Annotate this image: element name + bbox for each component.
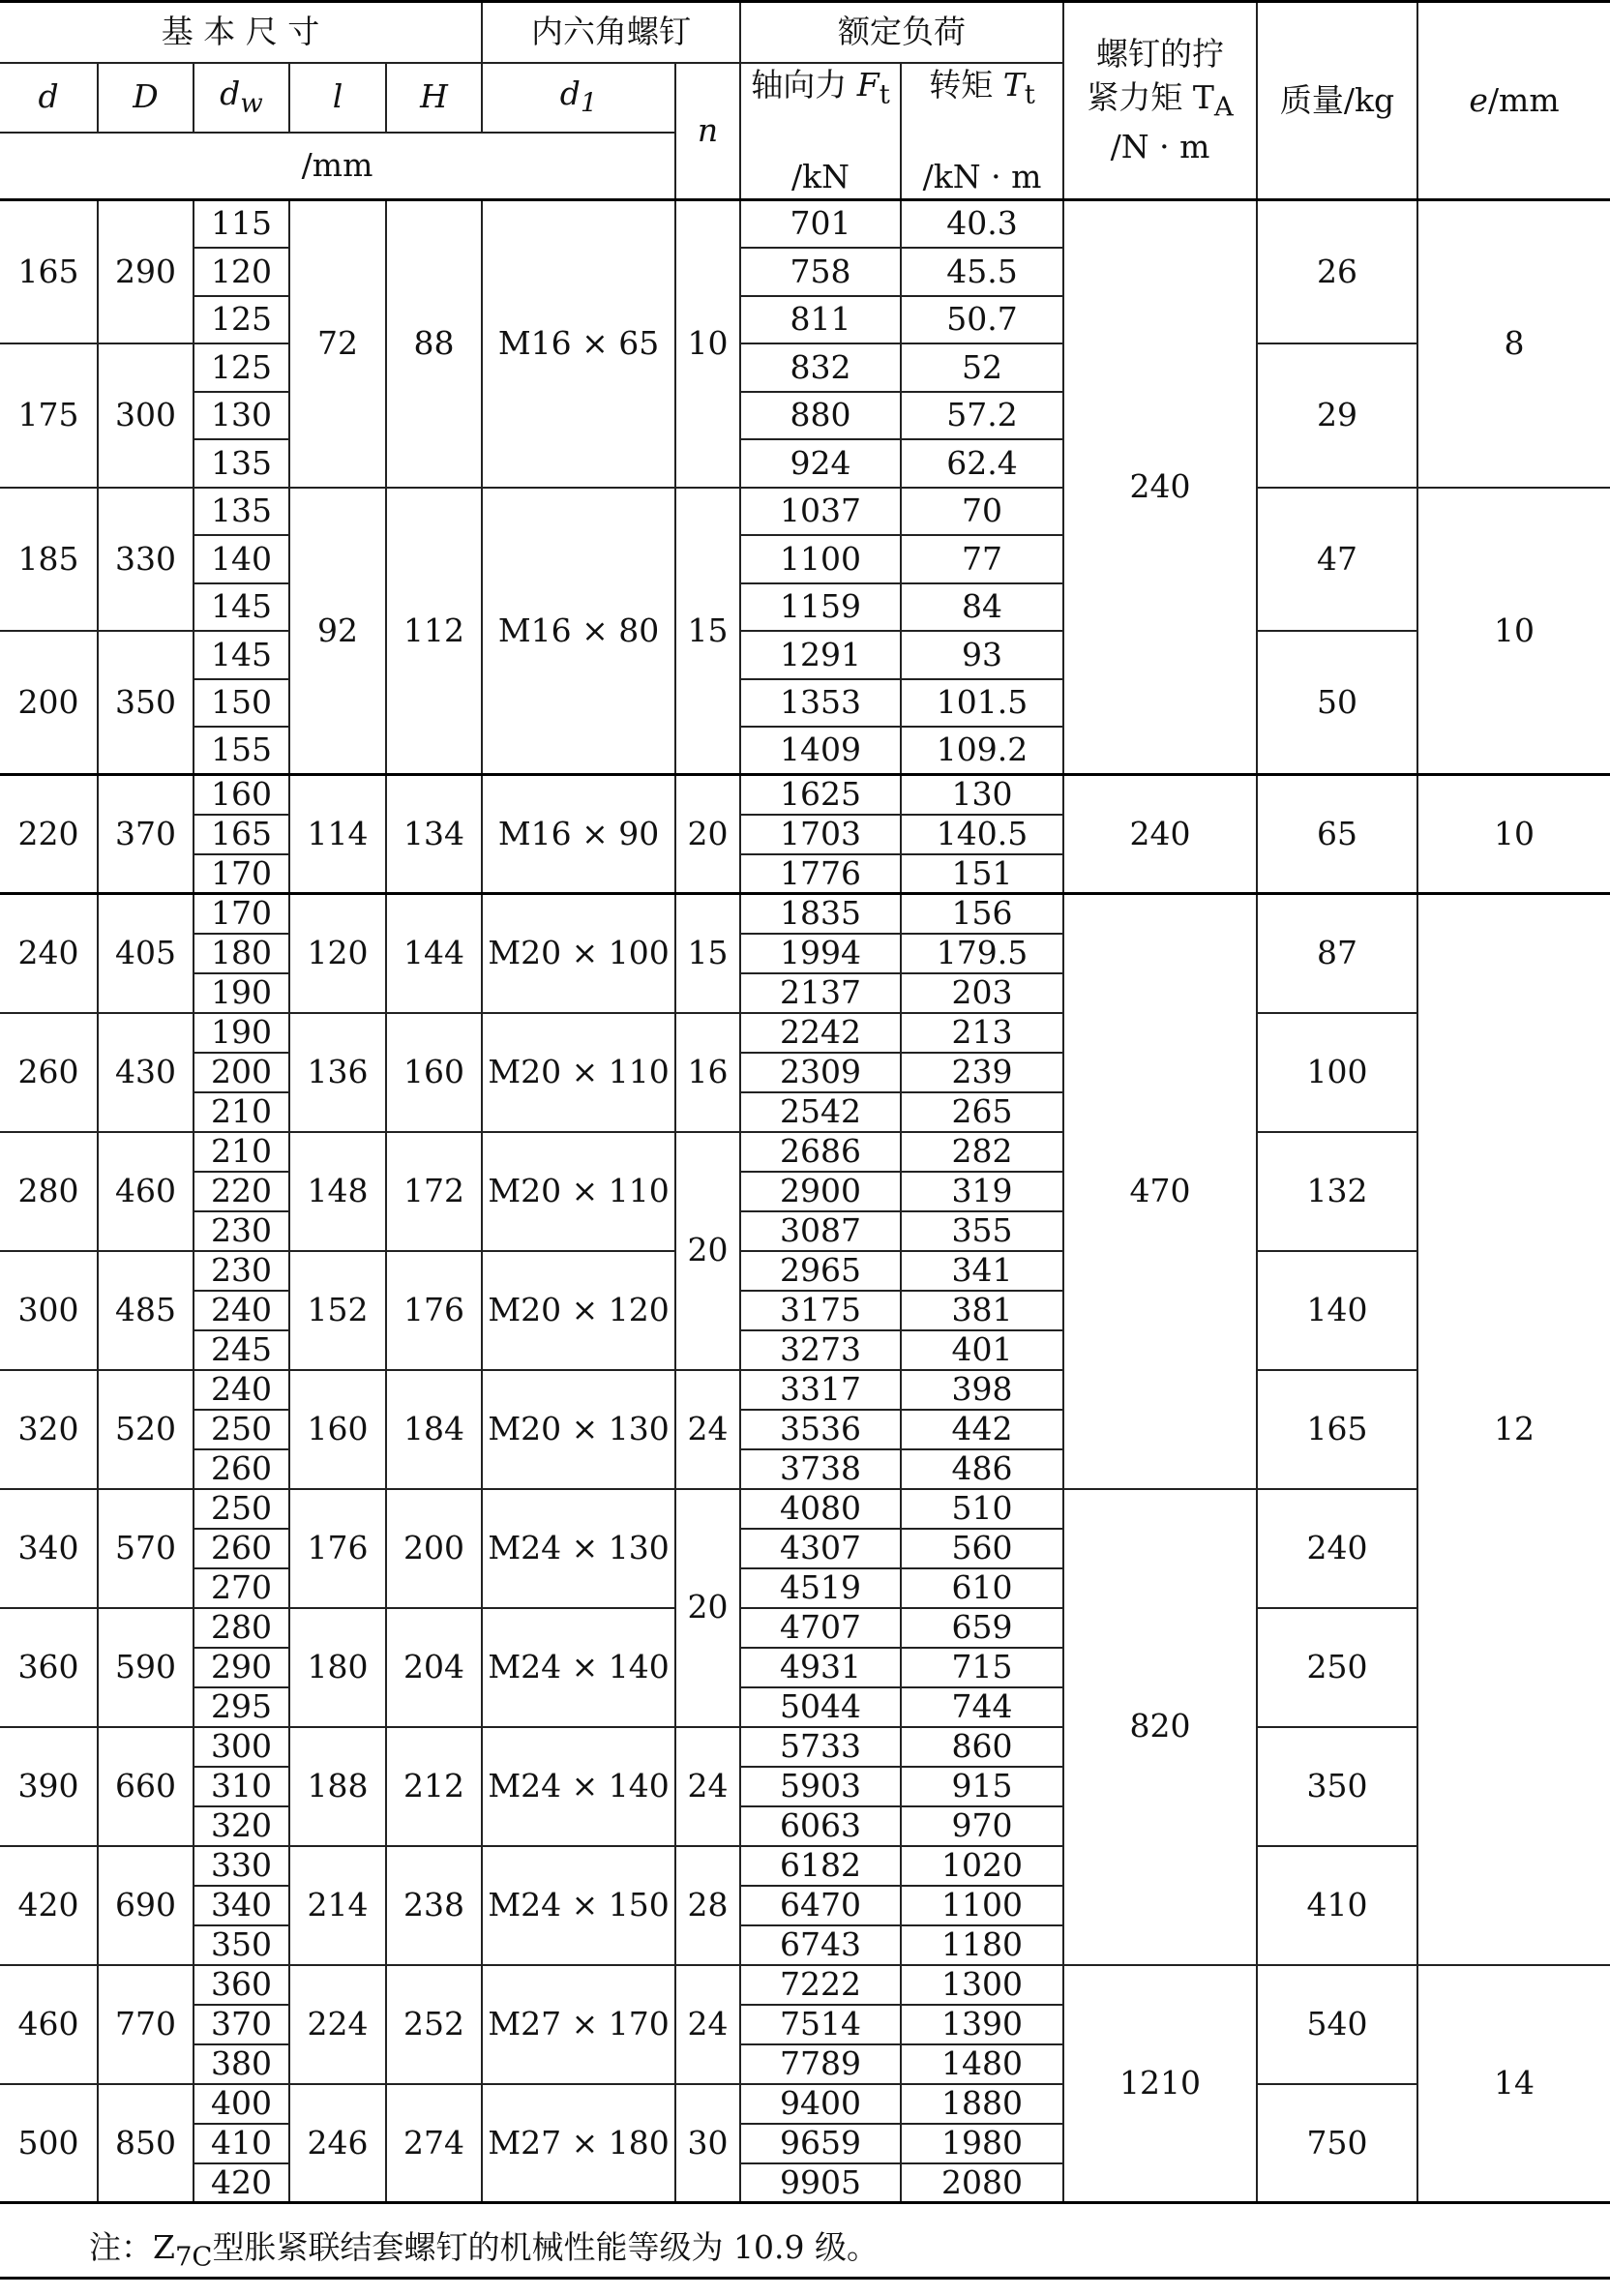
cell-mass: 87 [1257, 894, 1417, 1013]
cell-D: 520 [98, 1370, 194, 1489]
header-D: D [98, 63, 194, 133]
cell-torque: 381 [901, 1291, 1063, 1330]
cell-dw: 380 [194, 2044, 289, 2084]
header-H: H [386, 63, 482, 133]
cell-axial-force: 1776 [740, 854, 901, 894]
header-n: n [675, 63, 740, 200]
cell-H: 160 [386, 1013, 482, 1132]
cell-n: 20 [675, 1132, 740, 1370]
cell-H: 252 [386, 1965, 482, 2084]
table-row [0, 343, 1610, 392]
cell-axial-force: 1353 [740, 679, 901, 728]
cell-dw: 120 [194, 248, 289, 296]
cell-dw: 210 [194, 1092, 289, 1132]
cell-torque: 156 [901, 894, 1063, 934]
cell-n: 15 [675, 894, 740, 1013]
cell-e: 14 [1417, 1965, 1610, 2203]
cell-torque: 442 [901, 1410, 1063, 1449]
cell-axial-force: 1037 [740, 488, 901, 536]
header-d: d [0, 63, 98, 133]
cell-mass: 140 [1257, 1251, 1417, 1370]
cell-axial-force: 7789 [740, 2044, 901, 2084]
cell-l: 160 [289, 1370, 386, 1489]
table-row [0, 1965, 1610, 2005]
cell-dw: 295 [194, 1687, 289, 1727]
cell-H: 200 [386, 1489, 482, 1608]
header-dw: $d_w$ [194, 63, 289, 133]
cell-dw: 165 [194, 815, 289, 854]
cell-mass: 100 [1257, 1013, 1417, 1132]
cell-d: 300 [0, 1251, 98, 1370]
cell-mass: 65 [1257, 775, 1417, 894]
table-row [0, 1370, 1610, 1410]
cell-axial-force: 6470 [740, 1886, 901, 1925]
cell-torque: 265 [901, 1092, 1063, 1132]
cell-d: 165 [0, 200, 98, 344]
cell-dw: 240 [194, 1370, 289, 1410]
cell-mass: 250 [1257, 1608, 1417, 1727]
cell-d: 260 [0, 1013, 98, 1132]
cell-axial-force: 2542 [740, 1092, 901, 1132]
cell-n: 28 [675, 1846, 740, 1965]
cell-mass: 750 [1257, 2084, 1417, 2203]
cell-l: 224 [289, 1965, 386, 2084]
cell-dw: 220 [194, 1172, 289, 1211]
cell-axial-force: 2900 [740, 1172, 901, 1211]
cell-d1: M16 × 80 [482, 488, 675, 775]
cell-dw: 125 [194, 343, 289, 392]
cell-l: 148 [289, 1132, 386, 1251]
cell-torque: 203 [901, 973, 1063, 1013]
cell-d1: M20 × 110 [482, 1132, 675, 1251]
cell-axial-force: 2137 [740, 973, 901, 1013]
cell-torque: 1180 [901, 1925, 1063, 1965]
cell-d1: M20 × 100 [482, 894, 675, 1013]
cell-D: 430 [98, 1013, 194, 1132]
cell-mass: 350 [1257, 1727, 1417, 1846]
cell-tightening-torque: 1210 [1063, 1965, 1257, 2203]
cell-l: 72 [289, 200, 386, 488]
header-d1: $d_1$ [482, 63, 675, 133]
cell-axial-force: 1409 [740, 727, 901, 775]
cell-dw: 170 [194, 854, 289, 894]
cell-torque: 239 [901, 1053, 1063, 1092]
cell-H: 204 [386, 1608, 482, 1727]
cell-d1: M24 × 130 [482, 1489, 675, 1608]
cell-n: 30 [675, 2084, 740, 2203]
cell-dw: 310 [194, 1767, 289, 1806]
table-body [0, 2, 1610, 2203]
header-socket-screw: 内六角螺钉 [482, 2, 740, 63]
cell-torque: 970 [901, 1806, 1063, 1846]
cell-tightening-torque: 470 [1063, 894, 1257, 1489]
cell-H: 212 [386, 1727, 482, 1846]
cell-axial-force: 1100 [740, 535, 901, 583]
header-torque: 转矩 $T_t$ /kN · m [901, 63, 1063, 200]
cell-dw: 250 [194, 1489, 289, 1529]
cell-torque: 77 [901, 535, 1063, 583]
cell-D: 300 [98, 343, 194, 488]
cell-mass: 47 [1257, 488, 1417, 632]
cell-e: 8 [1417, 200, 1610, 488]
cell-d1: M16 × 90 [482, 775, 675, 894]
cell-dw: 200 [194, 1053, 289, 1092]
cell-D: 460 [98, 1132, 194, 1251]
cell-d: 280 [0, 1132, 98, 1251]
cell-axial-force: 3317 [740, 1370, 901, 1410]
cell-d: 175 [0, 343, 98, 488]
cell-axial-force: 4519 [740, 1568, 901, 1608]
cell-dw: 135 [194, 439, 289, 488]
cell-dw: 125 [194, 296, 289, 344]
cell-l: 214 [289, 1846, 386, 1965]
cell-n: 15 [675, 488, 740, 775]
header-l: l [289, 63, 386, 133]
cell-dw: 180 [194, 934, 289, 973]
cell-mass: 410 [1257, 1846, 1417, 1965]
cell-dw: 190 [194, 973, 289, 1013]
cell-torque: 62.4 [901, 439, 1063, 488]
cell-d: 340 [0, 1489, 98, 1608]
cell-dw: 240 [194, 1291, 289, 1330]
cell-dw: 360 [194, 1965, 289, 2005]
cell-torque: 130 [901, 775, 1063, 815]
cell-torque: 2080 [901, 2163, 1063, 2203]
cell-dw: 250 [194, 1410, 289, 1449]
cell-dw: 330 [194, 1846, 289, 1886]
cell-e: 10 [1417, 488, 1610, 775]
cell-d1: M24 × 140 [482, 1727, 675, 1846]
cell-axial-force: 2309 [740, 1053, 901, 1092]
cell-D: 370 [98, 775, 194, 894]
cell-dw: 150 [194, 679, 289, 728]
cell-dw: 340 [194, 1886, 289, 1925]
cell-torque: 1020 [901, 1846, 1063, 1886]
cell-l: 92 [289, 488, 386, 775]
table-row [0, 631, 1610, 679]
cell-torque: 1300 [901, 1965, 1063, 2005]
cell-dw: 370 [194, 2005, 289, 2044]
cell-D: 850 [98, 2084, 194, 2203]
cell-n: 16 [675, 1013, 740, 1132]
cell-dw: 420 [194, 2163, 289, 2203]
cell-axial-force: 701 [740, 200, 901, 249]
cell-torque: 151 [901, 854, 1063, 894]
cell-H: 184 [386, 1370, 482, 1489]
cell-axial-force: 9659 [740, 2124, 901, 2163]
cell-d: 390 [0, 1727, 98, 1846]
cell-torque: 398 [901, 1370, 1063, 1410]
cell-l: 114 [289, 775, 386, 894]
cell-axial-force: 6182 [740, 1846, 901, 1886]
cell-torque: 1480 [901, 2044, 1063, 2084]
cell-axial-force: 3273 [740, 1330, 901, 1370]
cell-torque: 355 [901, 1211, 1063, 1251]
cell-mass: 50 [1257, 631, 1417, 775]
cell-torque: 560 [901, 1529, 1063, 1568]
cell-D: 570 [98, 1489, 194, 1608]
cell-axial-force: 3536 [740, 1410, 901, 1449]
cell-axial-force: 1625 [740, 775, 901, 815]
cell-torque: 1390 [901, 2005, 1063, 2044]
cell-dw: 270 [194, 1568, 289, 1608]
cell-axial-force: 5903 [740, 1767, 901, 1806]
cell-d: 185 [0, 488, 98, 632]
cell-l: 180 [289, 1608, 386, 1727]
table-row [0, 1132, 1610, 1172]
cell-axial-force: 4931 [740, 1648, 901, 1687]
cell-n: 24 [675, 1727, 740, 1846]
cell-axial-force: 5044 [740, 1687, 901, 1727]
table-row [0, 1013, 1610, 1053]
table-note: 注：$Z_{7C}$型胀紧联结套螺钉的机械性能等级为 10.9 级。 [89, 2228, 879, 2273]
cell-D: 770 [98, 1965, 194, 2084]
cell-axial-force: 6743 [740, 1925, 901, 1965]
cell-d: 320 [0, 1370, 98, 1489]
cell-torque: 93 [901, 631, 1063, 679]
cell-tightening-torque: 820 [1063, 1489, 1257, 1965]
cell-d: 420 [0, 1846, 98, 1965]
cell-axial-force: 1994 [740, 934, 901, 973]
header-e: e/mm [1417, 2, 1610, 200]
cell-torque: 84 [901, 583, 1063, 632]
cell-mass: 240 [1257, 1489, 1417, 1608]
cell-dw: 350 [194, 1925, 289, 1965]
cell-torque: 715 [901, 1648, 1063, 1687]
cell-dw: 155 [194, 727, 289, 775]
cell-torque: 179.5 [901, 934, 1063, 973]
table-row [0, 200, 1610, 249]
cell-d1: M24 × 150 [482, 1846, 675, 1965]
cell-torque: 140.5 [901, 815, 1063, 854]
cell-axial-force: 9905 [740, 2163, 901, 2203]
cell-dw: 230 [194, 1211, 289, 1251]
cell-d: 460 [0, 1965, 98, 2084]
cell-torque: 486 [901, 1449, 1063, 1489]
table-row [0, 488, 1610, 536]
cell-n: 10 [675, 200, 740, 488]
cell-dw: 320 [194, 1806, 289, 1846]
cell-D: 690 [98, 1846, 194, 1965]
cell-d1: M27 × 180 [482, 2084, 675, 2203]
cell-dw: 140 [194, 535, 289, 583]
cell-tightening-torque: 240 [1063, 200, 1257, 775]
cell-torque: 1880 [901, 2084, 1063, 2124]
cell-D: 590 [98, 1608, 194, 1727]
cell-torque: 319 [901, 1172, 1063, 1211]
cell-d: 200 [0, 631, 98, 775]
cell-mass: 540 [1257, 1965, 1417, 2084]
cell-d1: M20 × 130 [482, 1370, 675, 1489]
cell-d1: M27 × 170 [482, 1965, 675, 2084]
cell-axial-force: 6063 [740, 1806, 901, 1846]
table-row [0, 1489, 1610, 1529]
table-row [0, 1608, 1610, 1648]
cell-dw: 260 [194, 1449, 289, 1489]
cell-axial-force: 9400 [740, 2084, 901, 2124]
cell-tightening-torque: 240 [1063, 775, 1257, 894]
cell-dw: 130 [194, 392, 289, 440]
cell-dw: 260 [194, 1529, 289, 1568]
cell-H: 112 [386, 488, 482, 775]
cell-dw: 400 [194, 2084, 289, 2124]
cell-axial-force: 811 [740, 296, 901, 344]
header-rated-load: 额定负荷 [740, 2, 1063, 63]
cell-mass: 132 [1257, 1132, 1417, 1251]
table-row [0, 1727, 1610, 1767]
table-row [0, 1251, 1610, 1291]
cell-axial-force: 5733 [740, 1727, 901, 1767]
cell-torque: 70 [901, 488, 1063, 536]
cell-axial-force: 832 [740, 343, 901, 392]
header-mass: 质量/kg [1257, 2, 1417, 200]
cell-torque: 610 [901, 1568, 1063, 1608]
cell-H: 172 [386, 1132, 482, 1251]
cell-e: 12 [1417, 894, 1610, 1965]
cell-l: 152 [289, 1251, 386, 1370]
cell-torque: 282 [901, 1132, 1063, 1172]
cell-axial-force: 2242 [740, 1013, 901, 1053]
cell-dw: 245 [194, 1330, 289, 1370]
cell-axial-force: 1291 [740, 631, 901, 679]
cell-dw: 160 [194, 775, 289, 815]
cell-H: 274 [386, 2084, 482, 2203]
cell-l: 176 [289, 1489, 386, 1608]
cell-D: 485 [98, 1251, 194, 1370]
cell-axial-force: 3087 [740, 1211, 901, 1251]
cell-dw: 145 [194, 583, 289, 632]
cell-dw: 145 [194, 631, 289, 679]
cell-dw: 230 [194, 1251, 289, 1291]
cell-D: 290 [98, 200, 194, 344]
cell-l: 136 [289, 1013, 386, 1132]
cell-torque: 109.2 [901, 727, 1063, 775]
cell-D: 330 [98, 488, 194, 632]
cell-d: 500 [0, 2084, 98, 2203]
table-row [0, 894, 1610, 934]
cell-torque: 659 [901, 1608, 1063, 1648]
cell-torque: 57.2 [901, 392, 1063, 440]
cell-D: 405 [98, 894, 194, 1013]
header-tightening-torque: 螺钉的拧 紧力矩 $T_A$ /N · m [1063, 2, 1257, 200]
cell-D: 660 [98, 1727, 194, 1846]
cell-mass: 26 [1257, 200, 1417, 344]
cell-axial-force: 1835 [740, 894, 901, 934]
cell-dw: 410 [194, 2124, 289, 2163]
cell-mass: 29 [1257, 343, 1417, 488]
cell-axial-force: 880 [740, 392, 901, 440]
cell-H: 144 [386, 894, 482, 1013]
cell-axial-force: 2686 [740, 1132, 901, 1172]
cell-D: 350 [98, 631, 194, 775]
cell-l: 188 [289, 1727, 386, 1846]
cell-axial-force: 758 [740, 248, 901, 296]
cell-dw: 290 [194, 1648, 289, 1687]
cell-dw: 190 [194, 1013, 289, 1053]
cell-torque: 1980 [901, 2124, 1063, 2163]
cell-axial-force: 4080 [740, 1489, 901, 1529]
cell-torque: 50.7 [901, 296, 1063, 344]
cell-torque: 401 [901, 1330, 1063, 1370]
header-axial-force: 轴向力 $F_t$ /kN [740, 63, 901, 200]
cell-torque: 1100 [901, 1886, 1063, 1925]
cell-axial-force: 3738 [740, 1449, 901, 1489]
table-row [0, 2084, 1610, 2124]
cell-axial-force: 7514 [740, 2005, 901, 2044]
cell-d: 220 [0, 775, 98, 894]
cell-dw: 170 [194, 894, 289, 934]
header-unit-mm: /mm [0, 133, 675, 200]
cell-torque: 341 [901, 1251, 1063, 1291]
bottom-rule [0, 2277, 1610, 2280]
cell-axial-force: 1159 [740, 583, 901, 632]
cell-torque: 915 [901, 1767, 1063, 1806]
cell-H: 176 [386, 1251, 482, 1370]
cell-torque: 52 [901, 343, 1063, 392]
cell-axial-force: 924 [740, 439, 901, 488]
cell-l: 246 [289, 2084, 386, 2203]
cell-d1: M24 × 140 [482, 1608, 675, 1727]
cell-n: 20 [675, 775, 740, 894]
cell-axial-force: 7222 [740, 1965, 901, 2005]
cell-axial-force: 2965 [740, 1251, 901, 1291]
cell-torque: 860 [901, 1727, 1063, 1767]
cell-axial-force: 1703 [740, 815, 901, 854]
cell-dw: 210 [194, 1132, 289, 1172]
cell-torque: 101.5 [901, 679, 1063, 728]
cell-torque: 40.3 [901, 200, 1063, 249]
cell-dw: 135 [194, 488, 289, 536]
cell-mass: 165 [1257, 1370, 1417, 1489]
cell-H: 134 [386, 775, 482, 894]
cell-d1: M16 × 65 [482, 200, 675, 488]
table-row [0, 1846, 1610, 1886]
cell-dw: 280 [194, 1608, 289, 1648]
cell-torque: 744 [901, 1687, 1063, 1727]
cell-l: 120 [289, 894, 386, 1013]
cell-axial-force: 4307 [740, 1529, 901, 1568]
cell-d1: M20 × 110 [482, 1013, 675, 1132]
cell-d: 240 [0, 894, 98, 1013]
cell-n: 20 [675, 1489, 740, 1727]
cell-axial-force: 3175 [740, 1291, 901, 1330]
cell-torque: 45.5 [901, 248, 1063, 296]
cell-n: 24 [675, 1965, 740, 2084]
header-basic-dimensions: 基 本 尺 寸 [0, 2, 482, 63]
cell-d1: M20 × 120 [482, 1251, 675, 1370]
cell-axial-force: 4707 [740, 1608, 901, 1648]
cell-d: 360 [0, 1608, 98, 1727]
cell-dw: 115 [194, 200, 289, 249]
cell-dw: 300 [194, 1727, 289, 1767]
cell-H: 88 [386, 200, 482, 488]
table-row [0, 775, 1610, 815]
cell-torque: 213 [901, 1013, 1063, 1053]
cell-n: 24 [675, 1370, 740, 1489]
cell-e: 10 [1417, 775, 1610, 894]
cell-H: 238 [386, 1846, 482, 1965]
cell-torque: 510 [901, 1489, 1063, 1529]
